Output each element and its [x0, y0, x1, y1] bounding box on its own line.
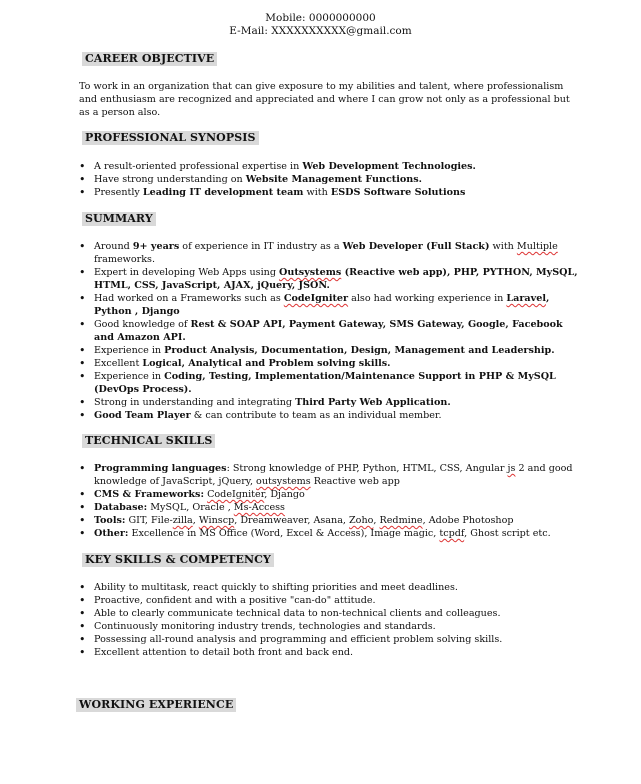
- list-item: [79, 318, 579, 344]
- key-skills-list: [79, 581, 579, 659]
- text-run: GIT, File-: [125, 515, 173, 526]
- misspelled-text-run: Zoho: [349, 515, 374, 526]
- list-item: [79, 160, 579, 173]
- text-run: Good knowledge of: [94, 319, 191, 330]
- contact-block: [0, 12, 641, 38]
- list-item: [79, 186, 579, 199]
- text-run: Expert in developing Web Apps using: [94, 267, 280, 278]
- bold-text-run: , Python , Django: [94, 293, 550, 317]
- summary-list: [79, 240, 579, 422]
- text-run: & can contribute to team as an individual member.: [190, 410, 442, 421]
- text-run: of experience in IT industry as a: [179, 241, 343, 252]
- list-item: [79, 409, 579, 422]
- list-item: [79, 501, 579, 514]
- misspelled-text-run: tcpdf: [439, 528, 465, 539]
- bold-text-run: Web Developer (Full Stack): [342, 241, 490, 252]
- bold-text-run: Web Development Technologies.: [302, 161, 476, 172]
- text-run: Possessing all-round analysis and programming and efficient problem solving skills.: [94, 634, 503, 645]
- text-run: also had working experience in: [348, 293, 507, 304]
- list-item: [79, 620, 579, 633]
- misspelled-text-run: js: [507, 463, 516, 474]
- text-run: MySQL, Oracle ,: [147, 502, 234, 513]
- list-item: [79, 581, 579, 594]
- text-run: Had worked on a Frameworks such as: [94, 293, 284, 304]
- list-item: [79, 462, 579, 488]
- working-experience-heading: WORKING EXPERIENCE: [76, 698, 236, 712]
- bold-text-run: Database:: [94, 502, 148, 513]
- misspelled-text-run: Ms-Access: [233, 502, 285, 513]
- bold-text-run: Outsystems: [279, 267, 342, 278]
- technical-skills-heading: TECHNICAL SKILLS: [82, 434, 215, 448]
- technical-skills-list: [79, 462, 579, 540]
- text-run: Continuously monitoring industry trends, technologies and standards.: [94, 621, 436, 632]
- bold-text-run: Product Analysis, Documentation, Design, Management and Leadership.: [164, 345, 555, 356]
- career-objective-text: To work in an organization that can give exposure to my abilities and talent, where professionalism and enthusiasm are recognized and appreciated and where I can grow not only as a professional but as a person also.: [79, 81, 570, 118]
- list-item: [79, 344, 579, 357]
- text-run: with: [489, 241, 517, 252]
- text-run: : Strong knowledge of PHP, Python, HTML, CSS, Angular: [226, 463, 508, 474]
- text-run: Experience in: [94, 345, 165, 356]
- text-run: , Ghost script etc.: [464, 528, 551, 539]
- text-run: 2 and good knowledge of JavaScript, jQuery,: [94, 463, 573, 487]
- text-run: Experience in: [94, 371, 165, 382]
- list-item: [79, 370, 579, 396]
- bold-text-run: Leading IT development team: [142, 187, 304, 198]
- bold-text-run: Tools:: [94, 515, 126, 526]
- list-item: [79, 514, 579, 527]
- misspelled-text-run: CodeIgniter: [207, 489, 265, 500]
- bold-text-run: Logical, Analytical and Problem solving skills.: [142, 358, 391, 369]
- list-item: [79, 594, 579, 607]
- text-run: Proactive, confident and with a positive "can-do" attitude.: [94, 595, 376, 606]
- list-item: [79, 266, 579, 292]
- list-item: [79, 633, 579, 646]
- bold-text-run: Rest & SOAP API, Payment Gateway, SMS Gateway, Google, Facebook and Amazon API.: [94, 319, 563, 343]
- text-run: Have strong understanding on: [94, 174, 246, 185]
- text-run: A result-oriented professional expertise in: [94, 161, 303, 172]
- list-item: [79, 240, 579, 266]
- text-run: Strong in understanding and integrating: [94, 397, 296, 408]
- list-item: [79, 292, 579, 318]
- text-run: Around: [94, 241, 133, 252]
- bold-text-run: Other:: [94, 528, 129, 539]
- list-item: [79, 396, 579, 409]
- bold-text-run: Laravel: [506, 293, 546, 304]
- professional-synopsis-list: [79, 160, 579, 199]
- bold-text-run: Coding, Testing, Implementation/Maintenance Support in PHP & MySQL (DevOps Process).: [94, 371, 556, 395]
- list-item: [79, 607, 579, 620]
- mobile-number: Mobile: 0000000000: [265, 12, 376, 24]
- bold-text-run: ESDS Software Solutions: [330, 187, 466, 198]
- bold-text-run: (Reactive web app), PHP, PYTHON, MySQL, HTML, CSS, JavaScript, AJAX, jQuery, JSON.: [94, 267, 578, 291]
- text-run: Ability to multitask, react quickly to shifting priorities and meet deadlines.: [94, 582, 458, 593]
- bold-text-run: 9+ years: [132, 241, 180, 252]
- professional-synopsis-heading: PROFESSIONAL SYNOPSIS: [82, 131, 259, 145]
- bold-text-run: Programming languages: [94, 463, 227, 474]
- text-run: with: [303, 187, 331, 198]
- list-item: [79, 173, 579, 186]
- text-run: , Dreamweaver, Asana,: [234, 515, 350, 526]
- misspelled-text-run: outsystems: [256, 476, 311, 487]
- email-address: E-Mail: XXXXXXXXXX@gmail.com: [229, 25, 412, 37]
- text-run: Able to clearly communicate technical data to non-technical clients and colleagues.: [94, 608, 501, 619]
- career-objective-heading: CAREER OBJECTIVE: [82, 52, 217, 66]
- text-run: Reactive web app: [310, 476, 400, 487]
- text-run: frameworks.: [94, 254, 155, 265]
- bold-text-run: Website Management Functions.: [245, 174, 422, 185]
- text-run: ,: [373, 515, 380, 526]
- text-run: Excellent: [94, 358, 143, 369]
- bold-text-run: Third Party Web Application.: [295, 397, 451, 408]
- key-skills-heading: KEY SKILLS & COMPETENCY: [82, 553, 274, 567]
- misspelled-text-run: Winscp: [198, 515, 235, 526]
- list-item: [79, 488, 579, 501]
- list-item: [79, 646, 579, 659]
- misspelled-text-run: Redmine: [379, 515, 423, 526]
- text-run: ,: [192, 515, 199, 526]
- text-run: , Adobe Photoshop: [422, 515, 514, 526]
- bold-text-run: CMS & Frameworks:: [94, 489, 204, 500]
- misspelled-text-run: Multiple: [516, 241, 558, 252]
- text-run: Excellent attention to detail both front and back end.: [94, 647, 354, 658]
- list-item: [79, 527, 579, 540]
- bold-text-run: Good Team Player: [94, 410, 191, 421]
- bold-text-run: CodeIgniter: [283, 293, 349, 304]
- text-run: , Django: [264, 489, 305, 500]
- summary-heading: SUMMARY: [82, 212, 156, 226]
- misspelled-text-run: zilla: [172, 515, 193, 526]
- list-item: [79, 357, 579, 370]
- text-run: Presently: [94, 187, 143, 198]
- text-run: Excellence in MS Office (Word, Excel & Access), Image magic,: [128, 528, 440, 539]
